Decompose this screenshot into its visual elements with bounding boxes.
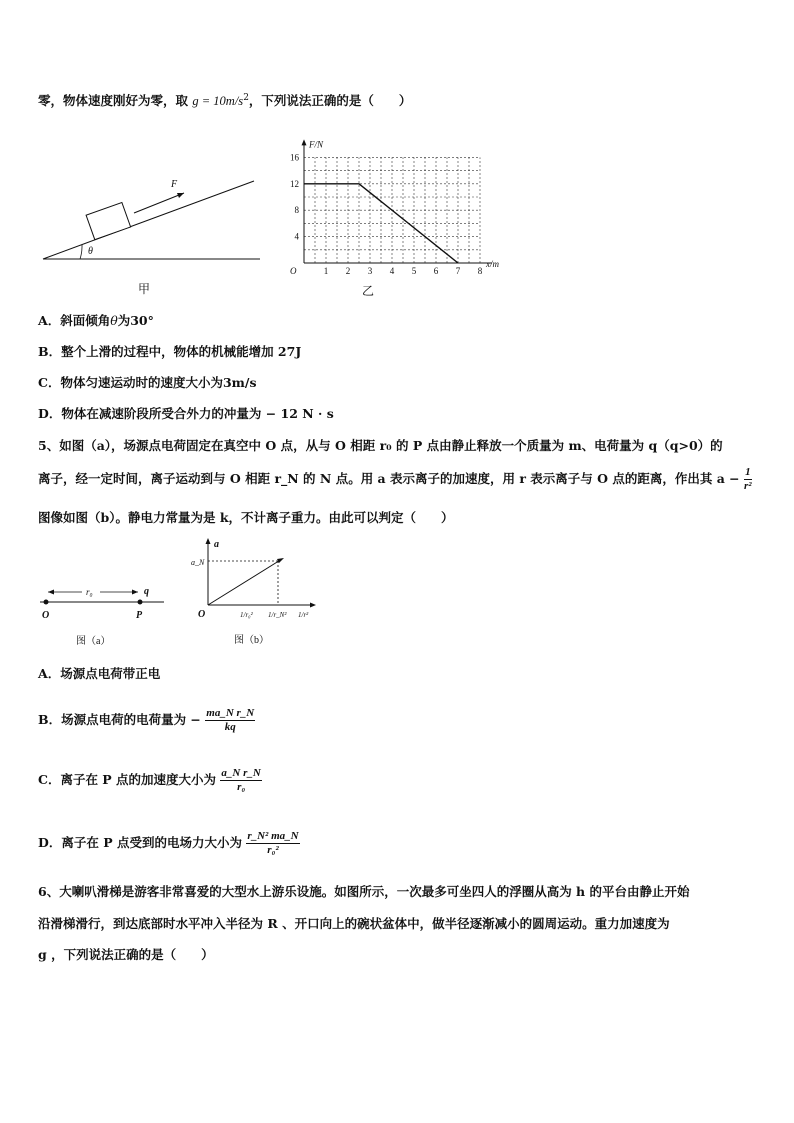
x-tick-1-r0: 1/r₀² [240,611,253,619]
x-tick-label: 4 [389,266,395,276]
x-tick-1-rN: 1/r_N² [268,611,287,619]
origin-label: O [290,266,297,276]
caption-yi: 乙 [362,284,375,298]
force-F-label: F [171,179,178,190]
figure-a-charges [36,582,176,652]
x-tick-label: 3 [367,266,373,276]
r0-label: r₀ [86,587,93,597]
y-tick-label: 12 [290,178,299,189]
q6-line1: 6、大喇叭滑梯是游客非常喜爱的大型水上游乐设施。如图所示，一次最多可坐四人的浮圈从高为 h 的平台由静止开始 [38,884,690,899]
q-label: q [144,586,149,597]
q5-line3: 图像如图（b）。静电力常量为是 k，不计离子重力。由此可以判定（ ） [38,510,454,525]
caption-b: 图（b） [234,635,269,646]
y-tick-label: 16 [290,152,299,163]
y-tick-label: 8 [294,205,299,216]
q4-option-d: D．物体在减速阶段所受合外力的冲量为 − 12 N · s [38,406,334,421]
x-tick-label: 7 [455,266,461,276]
aN-label: a_N [191,558,205,567]
g-expression: g = 10m/s [192,94,244,109]
y-axis-arrow [302,139,307,145]
O-label: O [42,610,50,621]
x-tick-label: 6 [433,266,439,276]
q5-option-c: C．离子在 P 点的加速度大小为 $\frac{\text{a\_N r\_N}}{\text{r₀}}$ [38,767,261,793]
q6-line3: g ，下列说法正确的是（ ） [38,947,214,962]
block [86,202,131,239]
q5-option-b: B．场源点电荷的电荷量为 − $\frac{\text{ma\_N r\_N}}{kq}$ [38,707,255,733]
x-tick-label: 5 [411,266,417,276]
figure-yi-F-x-chart [282,125,512,300]
q4-intro: 零，物体速度刚好为零，取 $g = 10m/s^2$，下列说法正确的是（ ） [38,93,412,109]
P-label: P [136,610,143,621]
q5-option-a: A．场源点电荷带正电 [38,666,161,681]
y-axis-label: F/N [309,139,324,150]
q5-option-d: D．离子在 P 点受到的电场力大小为 $\frac{\text{r\_N² ma\_N}}{\text{r₀²}}$ [38,830,299,856]
q6-line2: 沿滑梯滑行，到达底部时水平冲入半径为 R 、开口向上的碗状盆体中，做半径逐渐减小的圆周运动。重力加速度为 [38,916,670,931]
a-axis-label: a [214,539,219,550]
q5-line1: 5、如图（a），场源点电荷固定在真空中 O 点，从与 O 相距 r₀ 的 P 点由静止释放一个质量为 m、电荷量为 q（q>0）的 [38,438,723,453]
figure-b-a-vs-inv-r2 [190,535,320,650]
x-axis-label-b: 1/r² [298,611,309,619]
x-axis-label: x/m [486,259,499,269]
caption-jia: 甲 [138,282,151,296]
figure-jia-incline [38,165,268,305]
q4-option-c: C．物体匀速运动时的速度大小为3m/s [38,375,257,390]
x-tick-label: 2 [345,266,351,276]
y-tick-label: 4 [294,231,299,242]
q5-line2: 离子，经一定时间，离子运动到与 O 相距 r_N 的 N 点。用 a 表示离子的加速度，用 r 表示离子与 O 点的距离，作出其 a − $\frac{1}{\text{r²}}$ [38,466,752,492]
theta-label: θ [88,246,93,257]
x-tick-label: 1 [323,266,329,276]
origin-O-b: O [198,609,206,620]
x-tick-label: 8 [477,266,483,276]
q4-option-b: B．整个上滑的过程中，物体的机械能增加 27J [38,344,302,359]
q4-option-a: A．斜面倾角θ为30° [38,313,154,328]
caption-a: 图（a） [76,636,111,647]
